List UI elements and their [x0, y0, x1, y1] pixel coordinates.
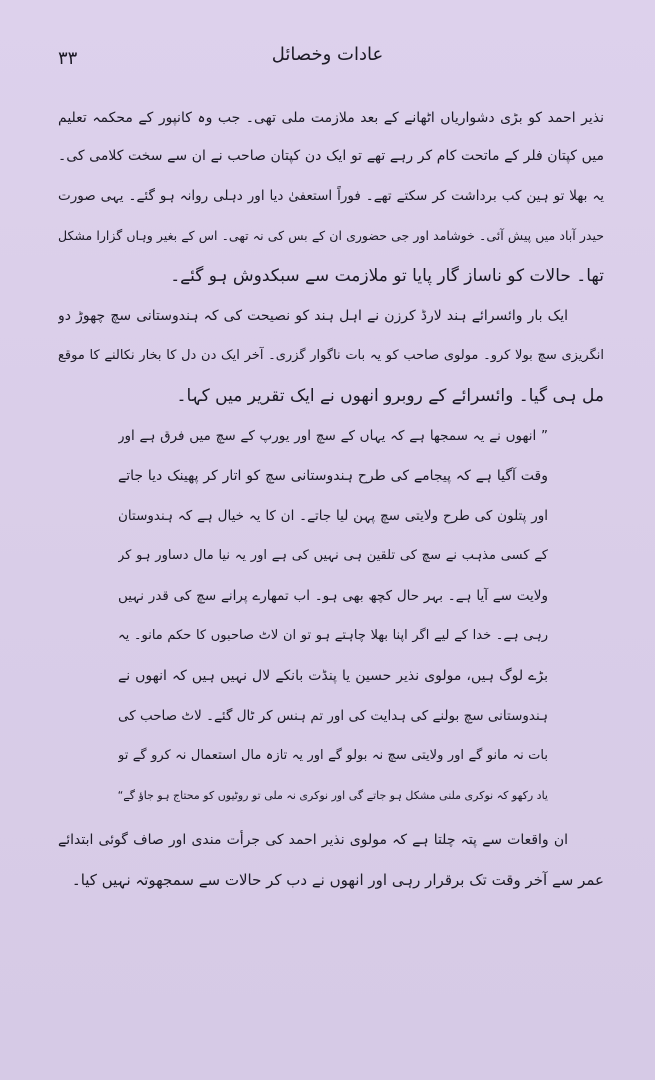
quote-line: بڑے لوگ ہیں، مولوی نذیر حسین یا پنڈت بانکے لال نہیں ہیں کہ انھوں نے [118, 668, 548, 684]
text-line: عمر سے آخر وقت تک برقرار رہی اور انھوں نے دب کر حالات سے سمجھوتہ نہیں کیا۔ [71, 871, 604, 889]
text-line: تھا۔ حالات کو ناساز گار پایا تو ملازمت سے سبکدوش ہو گئے۔ [170, 266, 604, 286]
quote-line: وقت آگیا ہے کہ پیجامے کی طرح ہندوستانی سچ کو اتار کر پھینک دیا جاتے [118, 468, 548, 484]
quote-line: اور پتلون کی طرح ولایتی سچ پہن لیا جاتے۔ ان کا یہ خیال ہے کہ ہندوستان [118, 508, 548, 524]
quote-line: ” انھوں نے یہ سمجھا ہے کہ یہاں کے سچ اور یورپ کے سچ میں فرق ہے اور [118, 428, 548, 444]
text-line: مل ہی گیا۔ وائسرائے کے روبرو انھوں نے ایک تقریر میں کہا۔ [176, 386, 604, 406]
text-line: حیدر آباد میں پیش آئی۔ خوشامد اور جی حضوری ان کے بس کی نہ تھی۔ اس کے بغیر وہاں گزارا مشکل [58, 228, 604, 243]
text-line: انگریزی سچ بولا کرو۔ مولوی صاحب کو یہ بات ناگوار گزری۔ آخر ایک دن دل کا بخار نکالنے کا موقع [58, 348, 604, 363]
quote-line: بات نہ مانو گے اور ولایتی سچ نہ بولو گے اور یہ تازہ مال استعمال نہ کرو گے تو [118, 748, 548, 763]
quote-line: کے کسی مذہب نے سچ کی تلقین ہی نہیں کی ہے اور یہ نیا مال دساور ہو کر [118, 548, 548, 563]
text-line: ایک بار وائسرائے ہند لارڈ کرزن نے اہل ہند کو نصیحت کی کہ ہندوستانی سچ چھوڑ دو [58, 308, 568, 324]
text-line: میں کپتان فلر کے ماتحت کام کر رہے تھے تو ایک دن کپتان صاحب نے ان سے سخت کلامی کی۔ [58, 148, 604, 164]
text-line: ان واقعات سے پتہ چلتا ہے کہ مولوی نذیر احمد کی جرأت مندی اور صاف گوئی ابتدائے [58, 832, 568, 848]
text-line: یہ بھلا تو ہین کب برداشت کر سکتے تھے۔ فوراً استعفیٰ دیا اور دہلی روانہ ہو گئے۔ یہی صورت [58, 188, 604, 204]
running-header: عادات وخصائل [271, 44, 384, 65]
quote-line: ولایت سے آیا ہے۔ بہر حال کچھ بھی ہو۔ اب تمھارے پرانے سچ کی قدر نہیں [118, 588, 548, 604]
quote-line: یاد رکھو کہ نوکری ملنی مشکل ہو جاتے گی اور نوکری نہ ملی تو روٹیوں کو محتاج ہو جاؤ گے“ [118, 789, 548, 802]
text-line: نذیر احمد کو بڑی دشواریاں اٹھانے کے بعد ملازمت ملی تھی۔ جب وہ کانپور کے محکمہ تعلیم [58, 110, 604, 126]
page-number: ۳۳ [58, 48, 78, 69]
quote-line: ہندوستانی سچ بولنے کی ہدایت کی اور تم ہنس کر ٹال گئے۔ لاٹ صاحب کی [118, 708, 548, 724]
quote-line: رہی ہے۔ خدا کے لیے اگر اپنا بھلا چاہتے ہو تو ان لاٹ صاحبوں کا حکم مانو۔ یہ [118, 628, 548, 643]
